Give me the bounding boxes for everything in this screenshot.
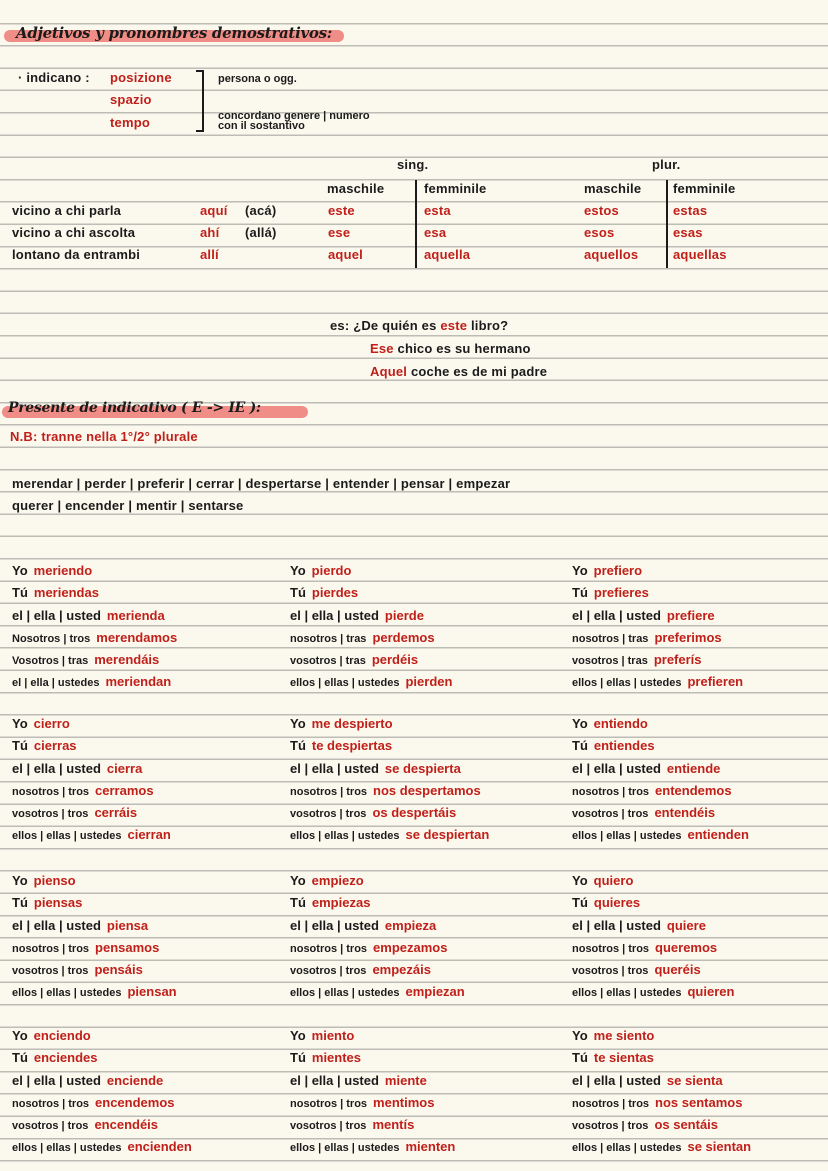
conjugation-row [290, 735, 489, 757]
verb-form: os despertáis [372, 805, 457, 821]
conjugation-row [12, 1092, 192, 1114]
pronoun: el | ella | usted [290, 1072, 379, 1088]
verb-form: piensa [106, 917, 149, 933]
col-header: femminile [424, 181, 487, 196]
example-highlight: Ese [370, 341, 394, 356]
conjugation-row [572, 627, 743, 649]
pronoun: el | ella | usted [572, 1072, 661, 1088]
conjugation-row [572, 758, 749, 780]
pronoun: Yo [12, 1028, 28, 1043]
conjugation-row [12, 627, 177, 649]
pronoun: ellos | ellas | ustedes [12, 830, 122, 843]
verb-form: se despierta [384, 760, 461, 776]
conjugation-row [12, 1070, 192, 1092]
conjugation-row [12, 1114, 192, 1136]
conjugation-row [572, 780, 749, 802]
verb-form: pierdes [311, 585, 359, 601]
verb-form: queréis [654, 962, 701, 978]
conjugation-row [12, 735, 171, 757]
verb-form: prefieres [593, 585, 649, 601]
pronoun: el | ella | usted [12, 917, 101, 933]
table-divider [415, 180, 417, 268]
verb-form: merienda [106, 607, 165, 623]
pronoun: nosotros | tros [290, 1097, 368, 1110]
conjugation-block [12, 713, 171, 847]
pronoun: nosotros | tros [572, 942, 650, 955]
conjugation-row [572, 915, 734, 937]
indicano-item: posizione [110, 70, 172, 85]
pronoun: Tú [572, 895, 588, 911]
demonstrative-form: estos [584, 203, 619, 218]
row-label: vicino a chi ascolta [12, 225, 136, 240]
conjugation-row [290, 824, 489, 846]
indicano-label: · indicano : [18, 70, 90, 85]
conjugation-row [290, 870, 465, 892]
conjugation-row [572, 1025, 751, 1047]
demonstrative-form: esa [424, 225, 447, 240]
row-adverb-alt: (allá) [245, 225, 277, 240]
conjugation-row [12, 758, 171, 780]
verb-form: se despiertan [405, 827, 490, 843]
pronoun: nosotros | tras [290, 632, 367, 645]
pronoun: el | ella | usted [572, 760, 661, 776]
conjugation-row [290, 627, 452, 649]
conjugation-row [12, 671, 177, 693]
note-concordano [218, 111, 370, 131]
pronoun: Vosotros | tras [12, 655, 89, 668]
verb-form: entendemos [655, 782, 732, 798]
conjugation-row [12, 713, 171, 735]
verb-form: se sienta [666, 1072, 723, 1088]
conjugation-row [290, 892, 465, 914]
pronoun: ellos | ellas | ustedes [572, 677, 682, 690]
conjugation-row [572, 1047, 751, 1069]
pronoun: nosotros | tros [12, 785, 90, 798]
conjugation-block [12, 1025, 192, 1159]
pronoun: nosotros | tros [290, 942, 368, 955]
pronoun: Yo [572, 1028, 588, 1043]
conjugation-block [572, 713, 749, 847]
pronoun: vosotros | tras [290, 655, 366, 668]
row-adverb: allí [200, 247, 219, 262]
conjugation-row [12, 892, 177, 914]
pronoun: Nosotros | tros [12, 632, 91, 645]
row-adverb-alt: (acá) [245, 203, 277, 218]
conjugation-row [12, 981, 177, 1003]
conjugation-row [290, 981, 465, 1003]
note-persona: persona o ogg. [218, 73, 297, 85]
conjugation-row [12, 937, 177, 959]
verb-form: entiendes [593, 738, 655, 754]
conjugation-row [12, 605, 177, 627]
pronoun: el | ella | ustedes [12, 677, 100, 690]
conjugation-row [290, 671, 452, 693]
pronoun: el | ella | usted [12, 760, 101, 776]
verb-form: entienden [687, 827, 749, 843]
pronoun: Yo [290, 1028, 306, 1043]
conjugation-row [290, 649, 452, 671]
conjugation-row [572, 1136, 751, 1158]
note-line: con il sostantivo [218, 120, 305, 132]
pronoun: ellos | ellas | ustedes [290, 987, 400, 1000]
pronoun: Tú [290, 738, 306, 754]
row-adverb: aquí [200, 203, 228, 218]
verb-form: cerramos [95, 782, 154, 798]
pronoun: ellos | ellas | ustedes [572, 987, 682, 1000]
pronoun: nosotros | tros [12, 1097, 90, 1110]
section-title-presente: Presente de indicativo ( E -> IE ): [8, 400, 261, 416]
verb-form: enciendo [33, 1028, 91, 1043]
verb-form: cierra [106, 760, 143, 776]
conjugation-row [290, 758, 489, 780]
verb-form: empiezan [405, 984, 465, 1000]
verb-form: prefiere [666, 607, 715, 623]
verb-form: enciendes [33, 1050, 98, 1066]
pronoun: nosotros | tros [290, 785, 368, 798]
pronoun: ellos | ellas | ustedes [290, 677, 400, 690]
pronoun: el | ella | usted [12, 607, 101, 623]
conjugation-block [290, 713, 489, 847]
verb-form: encienden [127, 1139, 192, 1155]
verb-form: empezamos [373, 939, 448, 955]
pronoun: ellos | ellas | ustedes [290, 1142, 400, 1155]
conjugation-row [290, 560, 452, 582]
conjugation-row [572, 1092, 751, 1114]
pronoun: el | ella | usted [290, 607, 379, 623]
conjugation-row [12, 870, 177, 892]
pronoun: Yo [572, 873, 588, 888]
pronoun: vosotros | tros [572, 808, 649, 821]
sing-header: sing. [397, 157, 429, 172]
example-2 [370, 341, 531, 356]
pronoun: vosotros | tras [572, 655, 648, 668]
conjugation-row [290, 1025, 455, 1047]
verb-form: empieza [384, 917, 437, 933]
verb-form: enciende [106, 1072, 164, 1088]
example-text: ¿De quién es [353, 318, 437, 333]
verb-form: empiezo [311, 873, 364, 888]
conjugation-row [12, 582, 177, 604]
conjugation-row [572, 649, 743, 671]
conjugation-block [572, 870, 734, 1004]
verb-form: mienten [405, 1139, 456, 1155]
pronoun: ellos | ellas | ustedes [12, 987, 122, 1000]
demonstrative-form: aquel [328, 247, 363, 262]
example-text: coche es de mi padre [410, 364, 548, 379]
conjugation-row [290, 1092, 455, 1114]
verb-form: preferimos [654, 629, 722, 645]
example-highlight: este [440, 318, 468, 333]
example-highlight: Aquel [370, 364, 408, 379]
row-label: lontano da entrambi [12, 247, 141, 262]
verb-form: pierdo [311, 563, 352, 578]
verb-form: quiere [666, 917, 706, 933]
verb-form: cierras [33, 738, 77, 754]
row-label: vicino a chi parla [12, 203, 122, 218]
verb-form: prefieren [687, 674, 744, 690]
conjugation-row [290, 1070, 455, 1092]
conjugation-row [572, 892, 734, 914]
conjugation-row [572, 937, 734, 959]
conjugation-block [12, 870, 177, 1004]
pronoun: nosotros | tros [572, 1097, 650, 1110]
example-text: libro? [470, 318, 509, 333]
verb-form: mentís [372, 1117, 415, 1133]
pronoun: el | ella | usted [290, 760, 379, 776]
pronoun: Yo [12, 716, 28, 731]
verb-form: pensamos [95, 939, 160, 955]
verb-form: nos sentamos [655, 1094, 743, 1110]
verb-form: queremos [655, 939, 718, 955]
verb-form: encendéis [94, 1117, 159, 1133]
verb-form: empezáis [372, 962, 431, 978]
verb-form: miento [311, 1028, 355, 1043]
conjugation-row [290, 605, 452, 627]
pronoun: Yo [290, 563, 306, 578]
verb-form: empiezas [311, 895, 371, 911]
conjugation-row [290, 802, 489, 824]
verb-form: cerráis [94, 805, 138, 821]
conjugation-row [290, 1047, 455, 1069]
conjugation-row [12, 915, 177, 937]
conjugation-row [572, 560, 743, 582]
pronoun: ellos | ellas | ustedes [572, 830, 682, 843]
pronoun: el | ella | usted [12, 1072, 101, 1088]
conjugation-row [290, 915, 465, 937]
demonstrative-form: aquella [424, 247, 471, 262]
col-header: maschile [584, 181, 642, 196]
conjugation-row [12, 560, 177, 582]
pronoun: vosotros | tros [12, 965, 89, 978]
conjugation-row [572, 870, 734, 892]
pronoun: Tú [572, 738, 588, 754]
verb-list: merendar | perder | preferir | cerrar | despertarse | entender | pensar | empezar [12, 476, 511, 491]
pronoun: Tú [290, 585, 306, 601]
verb-form: te despiertas [311, 738, 393, 754]
conjugation-block [290, 1025, 455, 1159]
verb-form: entiende [666, 760, 721, 776]
verb-form: pensáis [94, 962, 143, 978]
verb-form: te sientas [593, 1050, 654, 1066]
demonstrative-form: aquellos [584, 247, 639, 262]
verb-form: merendáis [94, 652, 160, 668]
verb-form: mentimos [373, 1094, 435, 1110]
verb-form: pierden [405, 674, 453, 690]
conjugation-row [12, 802, 171, 824]
pronoun: Tú [290, 1050, 306, 1066]
conjugation-row [290, 1136, 455, 1158]
example-3 [370, 364, 547, 379]
verb-form: me despierto [311, 716, 393, 731]
verb-form: se sientan [687, 1139, 752, 1155]
conjugation-row [12, 1047, 192, 1069]
pronoun: Tú [572, 585, 588, 601]
indicano-item: tempo [110, 115, 150, 130]
conjugation-row [572, 735, 749, 757]
conjugation-row [572, 605, 743, 627]
demonstrative-form: ese [328, 225, 351, 240]
pronoun: ellos | ellas | ustedes [12, 1142, 122, 1155]
col-header: femminile [673, 181, 736, 196]
pronoun: Tú [572, 1050, 588, 1066]
verb-form: piensan [127, 984, 177, 1000]
verb-form: mientes [311, 1050, 362, 1066]
verb-form: perdéis [371, 652, 419, 668]
verb-form: entiendo [593, 716, 648, 731]
example-1 [330, 318, 508, 333]
verb-form: prefiero [593, 563, 643, 578]
section-title-demonstratives: Adjetivos y pronombres demostrativos: [16, 24, 332, 42]
conjugation-row [572, 713, 749, 735]
verb-form: quieres [593, 895, 641, 911]
table-divider [666, 180, 668, 268]
verb-form: entendéis [654, 805, 716, 821]
conjugation-row [572, 824, 749, 846]
verb-form: merendamos [96, 629, 178, 645]
conjugation-row [290, 780, 489, 802]
pronoun: nosotros | tros [572, 785, 650, 798]
conjugation-block [290, 560, 452, 694]
note-line: concordano genere | numero [218, 110, 370, 122]
pronoun: el | ella | usted [572, 917, 661, 933]
pronoun: vosotros | tros [290, 965, 367, 978]
conjugation-row [572, 959, 734, 981]
pronoun: Tú [12, 895, 28, 911]
conjugation-row [12, 649, 177, 671]
pronoun: nosotros | tros [12, 942, 90, 955]
pronoun: Yo [572, 563, 588, 578]
conjugation-row [12, 780, 171, 802]
conjugation-block [12, 560, 177, 694]
verb-form: pienso [33, 873, 76, 888]
pronoun: vosotros | tros [12, 1120, 89, 1133]
pronoun: Tú [12, 1050, 28, 1066]
conjugation-row [12, 1136, 192, 1158]
pronoun: el | ella | usted [572, 607, 661, 623]
demonstrative-form: estas [673, 203, 708, 218]
conjugation-row [12, 959, 177, 981]
demonstrative-form: esos [584, 225, 615, 240]
conjugation-row [572, 802, 749, 824]
verb-form: os sentáis [654, 1117, 719, 1133]
verb-form: meriendan [105, 674, 172, 690]
pronoun: vosotros | tros [290, 808, 367, 821]
plur-header: plur. [652, 157, 681, 172]
pronoun: Yo [12, 873, 28, 888]
example-text: chico es su hermano [397, 341, 531, 356]
verb-form: miente [384, 1072, 427, 1088]
nb-note: N.B: tranne nella 1°/2° plurale [10, 429, 198, 444]
conjugation-row [290, 959, 465, 981]
indicano-item: spazio [110, 92, 152, 107]
conjugation-row [572, 1114, 751, 1136]
demonstrative-form: esta [424, 203, 451, 218]
pronoun: Tú [290, 895, 306, 911]
verb-form: piensas [33, 895, 83, 911]
verb-form: encendemos [95, 1094, 175, 1110]
pronoun: nosotros | tras [572, 632, 649, 645]
pronoun: Tú [12, 585, 28, 601]
conjugation-row [572, 981, 734, 1003]
verb-form: quiero [593, 873, 634, 888]
verb-form: quieren [687, 984, 735, 1000]
pronoun: Yo [12, 563, 28, 578]
verb-list: querer | encender | mentir | sentarse [12, 498, 244, 513]
conjugation-row [290, 1114, 455, 1136]
pronoun: Yo [290, 873, 306, 888]
col-header: maschile [327, 181, 385, 196]
row-adverb: ahí [200, 225, 220, 240]
verb-form: meriendo [33, 563, 93, 578]
pronoun: Yo [572, 716, 588, 731]
conjugation-row [290, 582, 452, 604]
pronoun: ellos | ellas | ustedes [572, 1142, 682, 1155]
verb-form: perdemos [372, 629, 435, 645]
pronoun: ellos | ellas | ustedes [290, 830, 400, 843]
pronoun: vosotros | tros [572, 965, 649, 978]
conjugation-row [572, 1070, 751, 1092]
conjugation-block [572, 1025, 751, 1159]
pronoun: vosotros | tros [12, 808, 89, 821]
verb-form: me siento [593, 1028, 655, 1043]
pronoun: Yo [290, 716, 306, 731]
verb-form: nos despertamos [373, 782, 481, 798]
demonstrative-form: este [328, 203, 355, 218]
verb-form: preferís [653, 652, 702, 668]
pronoun: el | ella | usted [290, 917, 379, 933]
conjugation-row [290, 713, 489, 735]
pronoun: vosotros | tros [572, 1120, 649, 1133]
verb-form: cierran [127, 827, 171, 843]
conjugation-row [572, 671, 743, 693]
conjugation-row [290, 937, 465, 959]
verb-form: meriendas [33, 585, 99, 601]
demonstrative-form: esas [673, 225, 703, 240]
conjugation-block [290, 870, 465, 1004]
bracket [196, 70, 204, 132]
conjugation-row [12, 824, 171, 846]
conjugation-block [572, 560, 743, 694]
verb-form: pierde [384, 607, 424, 623]
conjugation-row [572, 582, 743, 604]
conjugation-row [12, 1025, 192, 1047]
pronoun: vosotros | tros [290, 1120, 367, 1133]
pronoun: Tú [12, 738, 28, 754]
demonstrative-form: aquellas [673, 247, 727, 262]
example-prefix: es: [330, 318, 350, 333]
verb-form: cierro [33, 716, 70, 731]
